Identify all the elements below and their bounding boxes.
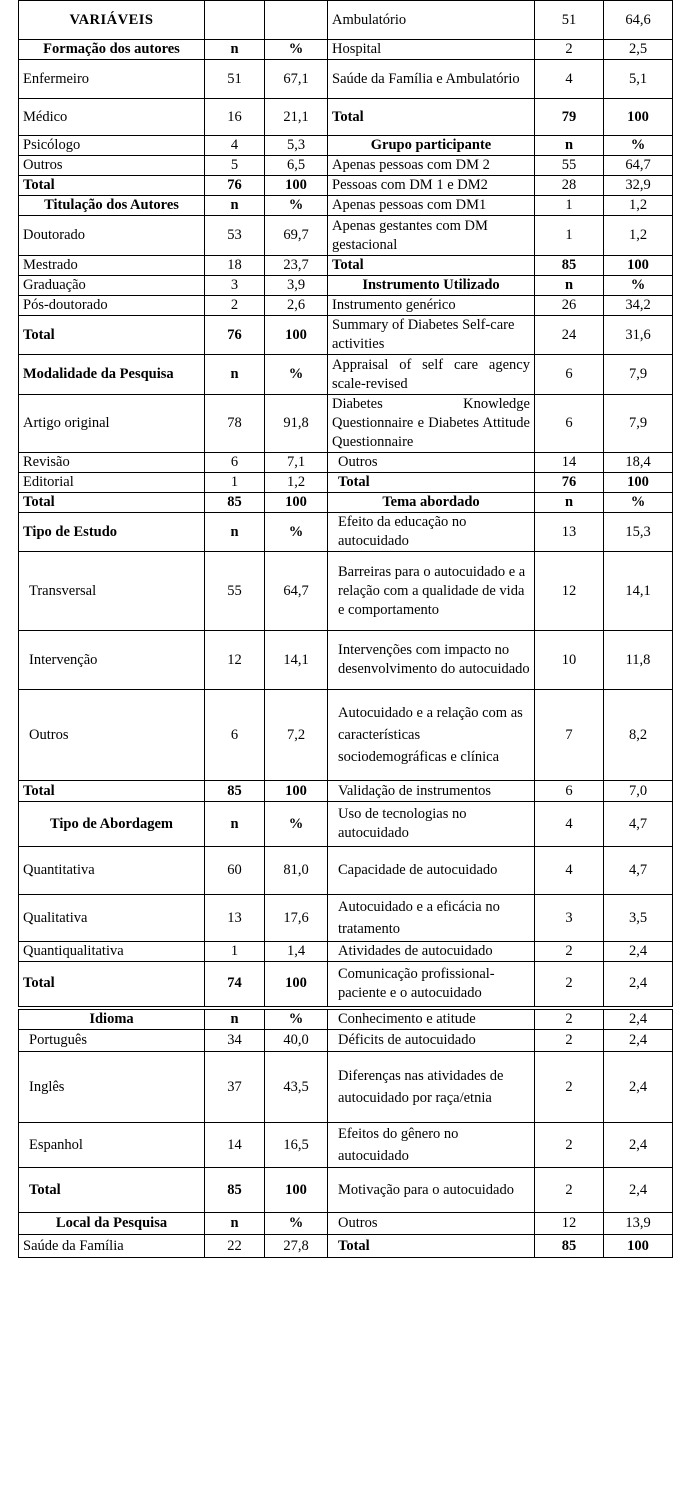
total-label: Total xyxy=(19,781,205,802)
table-row xyxy=(19,1,673,40)
row-label: Médico xyxy=(19,99,205,136)
total-label: Total xyxy=(328,1235,535,1258)
count-cell: 53 xyxy=(205,216,265,256)
percent-cell: 2,4 xyxy=(604,1123,673,1168)
count-cell: 2 xyxy=(535,1168,604,1213)
count-cell: n xyxy=(535,276,604,296)
count-cell: n xyxy=(205,196,265,216)
percent-cell: 31,6 xyxy=(604,316,673,355)
percent-cell: 100 xyxy=(604,1235,673,1258)
row-label: Atividades de autocuidado xyxy=(328,942,535,962)
row-label: Mestrado xyxy=(19,256,205,276)
percent-cell: 21,1 xyxy=(265,99,328,136)
count-cell: 12 xyxy=(205,631,265,690)
row-label: Autocuidado e a eficácia no tratamento xyxy=(328,895,535,942)
row-label: Apenas pessoas com DM1 xyxy=(328,196,535,216)
table-row xyxy=(19,962,673,1008)
row-label: Uso de tecnologias no autocuidado xyxy=(328,802,535,847)
total-label: Total xyxy=(328,256,535,276)
table-row xyxy=(19,552,673,631)
count-cell: 1 xyxy=(205,473,265,493)
table-row xyxy=(19,1213,673,1235)
percent-cell: 34,2 xyxy=(604,296,673,316)
table-row xyxy=(19,1123,673,1168)
row-label: Artigo original xyxy=(19,395,205,453)
count-cell: 6 xyxy=(535,395,604,453)
count-cell: 6 xyxy=(205,690,265,781)
count-cell: 26 xyxy=(535,296,604,316)
percent-cell: 100 xyxy=(265,176,328,196)
percent-cell: 7,9 xyxy=(604,355,673,395)
percent-cell: 64,7 xyxy=(604,156,673,176)
count-cell: 1 xyxy=(535,196,604,216)
row-label: Transversal xyxy=(19,552,205,631)
count-cell: 74 xyxy=(205,962,265,1008)
row-label: Saúde da Família xyxy=(19,1235,205,1258)
row-label: Apenas gestantes com DM gestacional xyxy=(328,216,535,256)
count-cell: 6 xyxy=(535,781,604,802)
percent-cell: % xyxy=(604,493,673,513)
percent-cell: 100 xyxy=(265,962,328,1008)
count-cell: 16 xyxy=(205,99,265,136)
row-label: Pós-doutorado xyxy=(19,296,205,316)
row-label: Validação de instrumentos xyxy=(328,781,535,802)
count-cell: 3 xyxy=(205,276,265,296)
row-label: Quantitativa xyxy=(19,847,205,895)
section-header-label: Tema abordado xyxy=(328,493,535,513)
table-row xyxy=(19,256,673,276)
percent-cell: % xyxy=(604,276,673,296)
count-cell: 79 xyxy=(535,99,604,136)
total-label: Total xyxy=(19,962,205,1008)
table-row xyxy=(19,99,673,136)
percent-cell: 11,8 xyxy=(604,631,673,690)
count-cell: 5 xyxy=(205,156,265,176)
row-label: Intervenções com impacto no desenvolvimento do autocuidado xyxy=(328,631,535,690)
percent-cell: 5,1 xyxy=(604,60,673,99)
percent-cell: 27,8 xyxy=(265,1235,328,1258)
section-header-label: Modalidade da Pesquisa xyxy=(19,355,205,395)
percent-cell: 3,9 xyxy=(265,276,328,296)
row-label: Português xyxy=(19,1030,205,1052)
section-header-label: Grupo participante xyxy=(328,136,535,156)
total-label: Total xyxy=(19,316,205,355)
row-label: Motivação para o autocuidado xyxy=(328,1168,535,1213)
table-row xyxy=(19,1030,673,1052)
count-cell: 22 xyxy=(205,1235,265,1258)
count-cell: n xyxy=(205,40,265,60)
count-cell: 55 xyxy=(205,552,265,631)
percent-cell: 100 xyxy=(265,1168,328,1213)
count-cell: n xyxy=(205,802,265,847)
count-cell: 34 xyxy=(205,1030,265,1052)
count-cell: 51 xyxy=(535,1,604,40)
percent-cell: 64,6 xyxy=(604,1,673,40)
count-cell: 85 xyxy=(205,493,265,513)
row-label: Editorial xyxy=(19,473,205,493)
count-cell: 51 xyxy=(205,60,265,99)
count-cell: 18 xyxy=(205,256,265,276)
percent-cell: 14,1 xyxy=(604,552,673,631)
count-cell: 55 xyxy=(535,156,604,176)
count-cell: 6 xyxy=(535,355,604,395)
row-label: Efeito da educação no autocuidado xyxy=(328,513,535,552)
total-label: Total xyxy=(19,1168,205,1213)
percent-cell: 64,7 xyxy=(265,552,328,631)
section-header-label: Local da Pesquisa xyxy=(19,1213,205,1235)
row-label: Qualitativa xyxy=(19,895,205,942)
count-cell: 2 xyxy=(535,1008,604,1030)
percent-cell: 2,4 xyxy=(604,1030,673,1052)
percent-cell: 91,8 xyxy=(265,395,328,453)
table-row xyxy=(19,781,673,802)
percent-cell: % xyxy=(265,1008,328,1030)
percent-cell: 4,7 xyxy=(604,847,673,895)
percent-cell: 1,2 xyxy=(604,216,673,256)
percent-cell: 6,5 xyxy=(265,156,328,176)
row-label: Summary of Diabetes Self-care activities xyxy=(328,316,535,355)
row-label: Outros xyxy=(328,1213,535,1235)
row-label: Saúde da Família e Ambulatório xyxy=(328,60,535,99)
percent-cell: 100 xyxy=(604,99,673,136)
count-cell: 2 xyxy=(535,1030,604,1052)
percent-cell: 100 xyxy=(265,493,328,513)
count-cell: n xyxy=(205,513,265,552)
percent-cell: 40,0 xyxy=(265,1030,328,1052)
percent-cell: 2,5 xyxy=(604,40,673,60)
count-cell: 85 xyxy=(205,781,265,802)
percent-cell: 7,2 xyxy=(265,690,328,781)
percent-cell: 16,5 xyxy=(265,1123,328,1168)
count-cell: n xyxy=(535,136,604,156)
row-label: Comunicação profissional-paciente e o autocuidado xyxy=(328,962,535,1008)
percent-cell: 15,3 xyxy=(604,513,673,552)
table-row xyxy=(19,136,673,156)
count-cell: 76 xyxy=(535,473,604,493)
total-label: Total xyxy=(328,99,535,136)
table-row xyxy=(19,1235,673,1258)
row-label: Instrumento genérico xyxy=(328,296,535,316)
count-cell: 85 xyxy=(205,1168,265,1213)
percent-cell: 100 xyxy=(265,316,328,355)
row-label: Barreiras para o autocuidado e a relação com a qualidade de vida e comportamento xyxy=(328,552,535,631)
count-cell: 2 xyxy=(535,962,604,1008)
table-row xyxy=(19,473,673,493)
percent-cell: 2,4 xyxy=(604,942,673,962)
table-row xyxy=(19,1052,673,1123)
percent-cell: 1,2 xyxy=(265,473,328,493)
row-label: Diabetes Knowledge Questionnaire e Diabetes Attitude Questionnaire xyxy=(328,395,535,453)
total-label: Total xyxy=(328,473,535,493)
row-label: Enfermeiro xyxy=(19,60,205,99)
table-row xyxy=(19,196,673,216)
percent-cell: 2,6 xyxy=(265,296,328,316)
row-label: Diferenças nas atividades de autocuidado por raça/etnia xyxy=(328,1052,535,1123)
count-cell: 2 xyxy=(535,1123,604,1168)
section-header-label: Titulação dos Autores xyxy=(19,196,205,216)
count-cell: 4 xyxy=(535,847,604,895)
percent-cell: 43,5 xyxy=(265,1052,328,1123)
count-cell: 60 xyxy=(205,847,265,895)
percent-cell: 100 xyxy=(265,781,328,802)
section-header-label: Tipo de Estudo xyxy=(19,513,205,552)
percent-cell: 69,7 xyxy=(265,216,328,256)
count-cell: 4 xyxy=(205,136,265,156)
row-label: Apenas pessoas com DM 2 xyxy=(328,156,535,176)
count-cell: 13 xyxy=(205,895,265,942)
percent-cell: 4,7 xyxy=(604,802,673,847)
table-row xyxy=(19,395,673,453)
percent-cell: 7,0 xyxy=(604,781,673,802)
row-label: Conhecimento e atitude xyxy=(328,1008,535,1030)
table-title: VARIÁVEIS xyxy=(19,1,205,40)
row-label: Outros xyxy=(328,453,535,473)
row-label: Outros xyxy=(19,156,205,176)
count-cell: n xyxy=(205,355,265,395)
percent-cell: 81,0 xyxy=(265,847,328,895)
row-label: Déficits de autocuidado xyxy=(328,1030,535,1052)
row-label: Intervenção xyxy=(19,631,205,690)
table-row xyxy=(19,802,673,847)
percent-cell: % xyxy=(265,355,328,395)
table-row xyxy=(19,176,673,196)
percent-cell: 18,4 xyxy=(604,453,673,473)
table-row xyxy=(19,847,673,895)
total-label: Total xyxy=(19,176,205,196)
count-cell: 2 xyxy=(535,40,604,60)
row-label: Ambulatório xyxy=(328,1,535,40)
row-label: Hospital xyxy=(328,40,535,60)
table-row xyxy=(19,316,673,355)
percent-cell: 100 xyxy=(604,256,673,276)
row-label: Espanhol xyxy=(19,1123,205,1168)
percent-cell: 7,1 xyxy=(265,453,328,473)
percent-cell: % xyxy=(604,136,673,156)
percent-cell: 67,1 xyxy=(265,60,328,99)
table-row xyxy=(19,895,673,942)
count-cell: 3 xyxy=(535,895,604,942)
count-cell: 37 xyxy=(205,1052,265,1123)
section-header-label: Tipo de Abordagem xyxy=(19,802,205,847)
count-cell: 1 xyxy=(205,942,265,962)
table-row xyxy=(19,513,673,552)
count-cell: 2 xyxy=(535,942,604,962)
count-cell: 14 xyxy=(535,453,604,473)
count-cell: n xyxy=(205,1008,265,1030)
percent-cell: 13,9 xyxy=(604,1213,673,1235)
variables-table xyxy=(18,0,673,1258)
table-row xyxy=(19,690,673,781)
table-row xyxy=(19,453,673,473)
table-row xyxy=(19,1008,673,1030)
row-label: Graduação xyxy=(19,276,205,296)
percent-cell: 5,3 xyxy=(265,136,328,156)
percent-cell: 1,4 xyxy=(265,942,328,962)
table-row xyxy=(19,216,673,256)
count-cell: 2 xyxy=(535,1052,604,1123)
row-label: Psicólogo xyxy=(19,136,205,156)
table-row xyxy=(19,1168,673,1213)
row-label: Pessoas com DM 1 e DM2 xyxy=(328,176,535,196)
percent-cell: % xyxy=(265,802,328,847)
percent-cell: 2,4 xyxy=(604,1052,673,1123)
table-row xyxy=(19,493,673,513)
percent-cell: % xyxy=(265,1213,328,1235)
count-cell: 28 xyxy=(535,176,604,196)
table-row xyxy=(19,156,673,176)
percent-cell: % xyxy=(265,40,328,60)
row-label: Autocuidado e a relação com as características sociodemográficas e clínica xyxy=(328,690,535,781)
count-cell: 4 xyxy=(535,60,604,99)
count-cell: 1 xyxy=(535,216,604,256)
percent-cell: % xyxy=(265,513,328,552)
count-cell xyxy=(205,1,265,40)
count-cell: 2 xyxy=(205,296,265,316)
count-cell: 85 xyxy=(535,1235,604,1258)
percent-cell: 3,5 xyxy=(604,895,673,942)
count-cell: 24 xyxy=(535,316,604,355)
table-row xyxy=(19,60,673,99)
section-header-label: Idioma xyxy=(19,1008,205,1030)
table-row xyxy=(19,40,673,60)
row-label: Outros xyxy=(19,690,205,781)
total-label: Total xyxy=(19,493,205,513)
count-cell: 76 xyxy=(205,176,265,196)
count-cell: 12 xyxy=(535,1213,604,1235)
count-cell: 7 xyxy=(535,690,604,781)
section-header-label: Formação dos autores xyxy=(19,40,205,60)
row-label: Appraisal of self care agency scale-revised xyxy=(328,355,535,395)
section-header-label: Instrumento Utilizado xyxy=(328,276,535,296)
count-cell: 14 xyxy=(205,1123,265,1168)
count-cell: 4 xyxy=(535,802,604,847)
percent-cell xyxy=(265,1,328,40)
count-cell: 13 xyxy=(535,513,604,552)
count-cell: n xyxy=(205,1213,265,1235)
percent-cell: 32,9 xyxy=(604,176,673,196)
table-row xyxy=(19,631,673,690)
count-cell: 6 xyxy=(205,453,265,473)
table-row xyxy=(19,296,673,316)
percent-cell: 2,4 xyxy=(604,1008,673,1030)
row-label: Quantiqualitativa xyxy=(19,942,205,962)
percent-cell: 23,7 xyxy=(265,256,328,276)
count-cell: n xyxy=(535,493,604,513)
row-label: Efeitos do gênero no autocuidado xyxy=(328,1123,535,1168)
table-row xyxy=(19,276,673,296)
percent-cell: 14,1 xyxy=(265,631,328,690)
percent-cell: % xyxy=(265,196,328,216)
row-label: Revisão xyxy=(19,453,205,473)
count-cell: 12 xyxy=(535,552,604,631)
table-row xyxy=(19,355,673,395)
percent-cell: 8,2 xyxy=(604,690,673,781)
count-cell: 78 xyxy=(205,395,265,453)
percent-cell: 2,4 xyxy=(604,1168,673,1213)
count-cell: 85 xyxy=(535,256,604,276)
percent-cell: 17,6 xyxy=(265,895,328,942)
percent-cell: 2,4 xyxy=(604,962,673,1008)
row-label: Doutorado xyxy=(19,216,205,256)
count-cell: 76 xyxy=(205,316,265,355)
count-cell: 10 xyxy=(535,631,604,690)
row-label: Capacidade de autocuidado xyxy=(328,847,535,895)
row-label: Inglês xyxy=(19,1052,205,1123)
percent-cell: 100 xyxy=(604,473,673,493)
percent-cell: 7,9 xyxy=(604,395,673,453)
table-row xyxy=(19,942,673,962)
percent-cell: 1,2 xyxy=(604,196,673,216)
table-body xyxy=(19,1,673,1258)
